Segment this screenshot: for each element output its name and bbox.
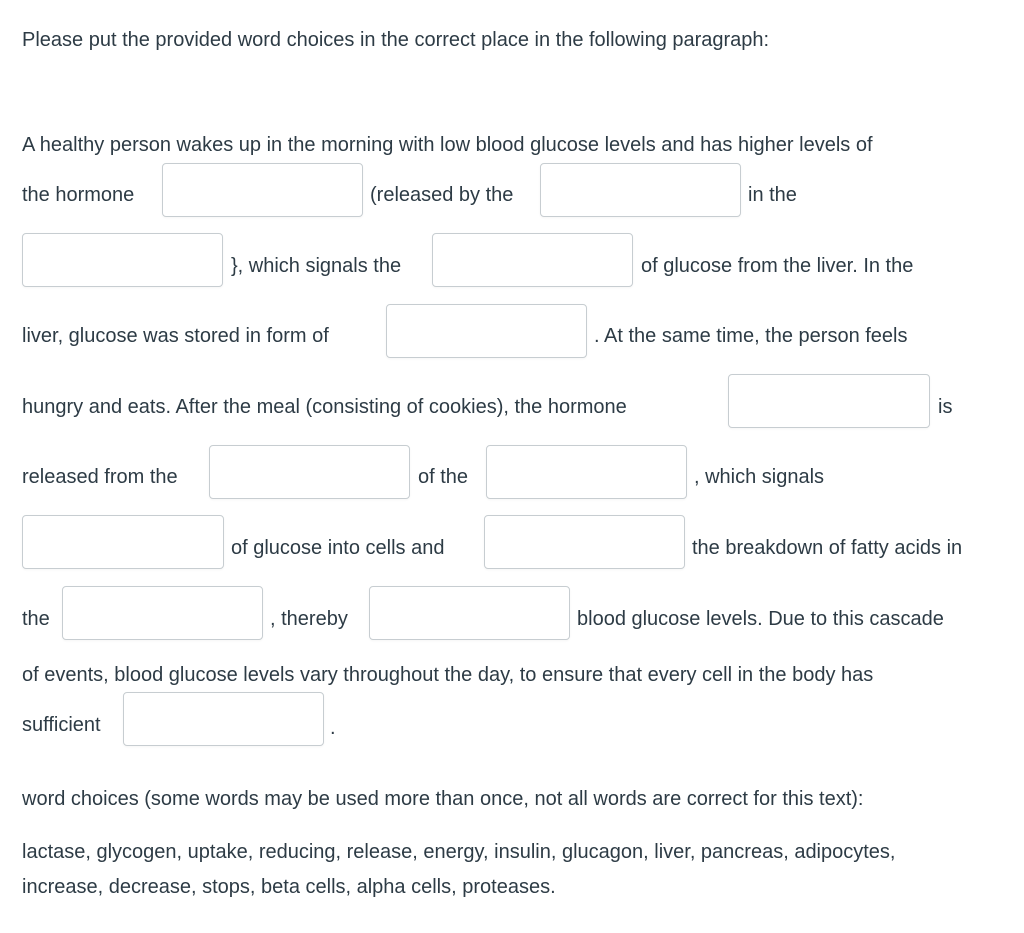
- word-choices-list: increase, decrease, stops, beta cells, alpha cells, proteases.: [22, 876, 556, 898]
- blank-12-input[interactable]: [369, 586, 570, 640]
- paragraph-text: A healthy person wakes up in the morning with low blood glucose levels and has higher levels of: [22, 134, 873, 156]
- blank-6-input[interactable]: [728, 374, 930, 428]
- paragraph-text: hungry and eats. After the meal (consisting of cookies), the hormone: [22, 396, 627, 418]
- paragraph-text: of events, blood glucose levels vary throughout the day, to ensure that every cell in the body has: [22, 664, 874, 686]
- paragraph-text: the breakdown of fatty acids in: [692, 537, 963, 559]
- paragraph-text: }, which signals the: [231, 255, 402, 277]
- blank-3-input[interactable]: [22, 233, 223, 287]
- paragraph-text: .: [330, 717, 336, 739]
- paragraph-text: is: [938, 396, 953, 418]
- blank-5-input[interactable]: [386, 304, 587, 358]
- paragraph-text: (released by the: [370, 184, 514, 206]
- blank-4-input[interactable]: [432, 233, 633, 287]
- paragraph-text: of the: [418, 466, 469, 488]
- word-choices-list: lactase, glycogen, uptake, reducing, release, energy, insulin, glucagon, liver, pancreas, adipocytes,: [22, 841, 896, 863]
- paragraph-text: sufficient: [22, 714, 101, 736]
- paragraph-text: of glucose into cells and: [231, 537, 445, 559]
- paragraph-text: the hormone: [22, 184, 135, 206]
- paragraph-text: , thereby: [270, 608, 348, 630]
- blank-7-input[interactable]: [209, 445, 410, 499]
- paragraph-text: . At the same time, the person feels: [594, 325, 908, 347]
- blank-11-input[interactable]: [62, 586, 263, 640]
- word-choices-header: word choices (some words may be used more than once, not all words are correct for this text):: [22, 788, 864, 810]
- blank-10-input[interactable]: [484, 515, 685, 569]
- paragraph-text: of glucose from the liver. In the: [641, 255, 914, 277]
- blank-9-input[interactable]: [22, 515, 224, 569]
- blank-13-input[interactable]: [123, 692, 324, 746]
- paragraph-text: the: [22, 608, 50, 630]
- blank-2-input[interactable]: [540, 163, 741, 217]
- paragraph-text: liver, glucose was stored in form of: [22, 325, 329, 347]
- paragraph-text: , which signals: [694, 466, 825, 488]
- paragraph-text: blood glucose levels. Due to this cascade: [577, 608, 944, 630]
- blank-1-input[interactable]: [162, 163, 363, 217]
- paragraph-text: in the: [748, 184, 797, 206]
- paragraph-text: released from the: [22, 466, 178, 488]
- question-prompt: Please put the provided word choices in the correct place in the following paragraph:: [22, 29, 770, 51]
- blank-8-input[interactable]: [486, 445, 687, 499]
